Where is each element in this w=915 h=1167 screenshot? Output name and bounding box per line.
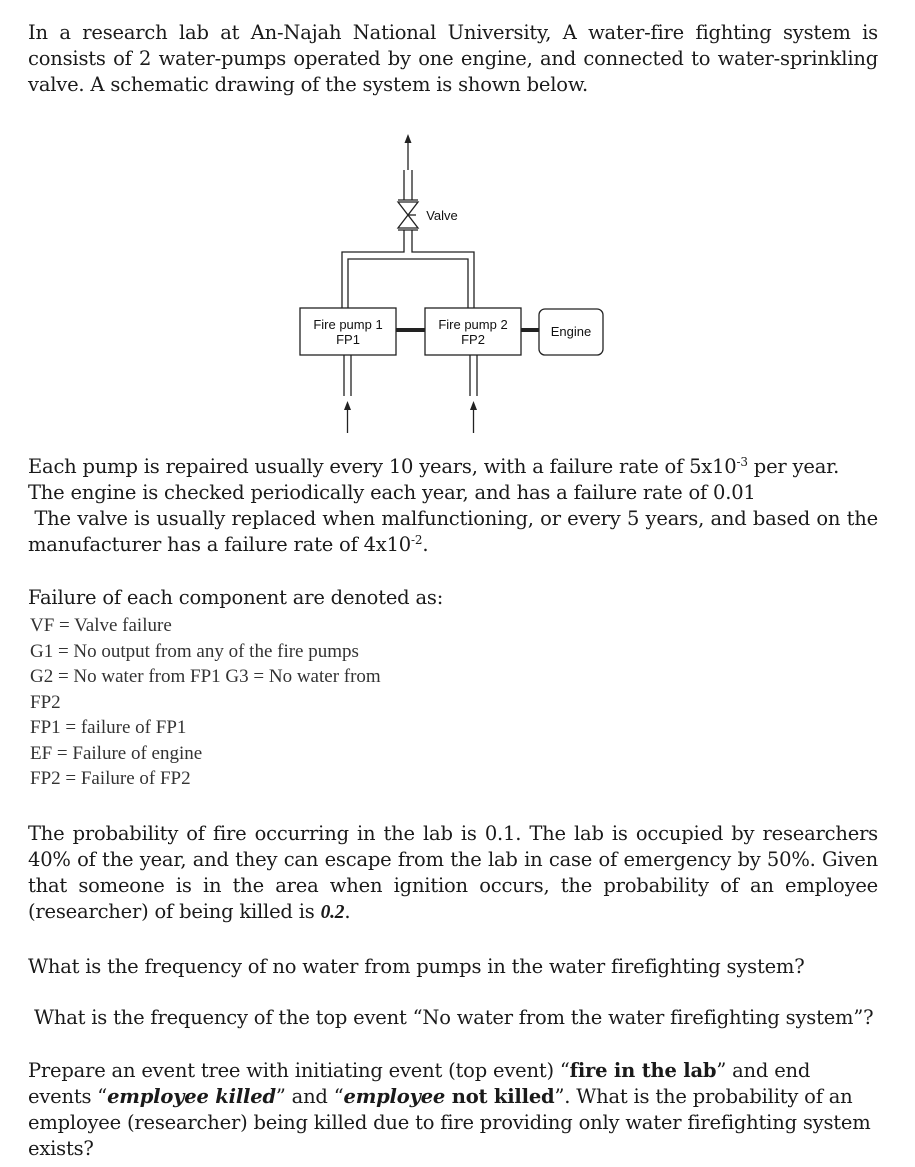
valve-label: Valve (426, 208, 458, 223)
inlet-arrow-1 (344, 401, 351, 410)
def-ef: EF = Failure of engine (30, 742, 203, 764)
kill-probability: 0.2 (320, 902, 345, 923)
end-event-killed: employee killed (107, 1085, 276, 1108)
end-event-employee: employee (343, 1085, 446, 1108)
pump1-label: Fire pump 1 (313, 317, 383, 332)
engine-label: Engine (550, 324, 592, 339)
definitions-list (30, 613, 880, 792)
pump-rate-exponent: -3 (736, 455, 748, 469)
engine-rate-line: The engine is checked periodically each year, and has a failure rate of 0.01 (28, 481, 756, 504)
end-event-not-killed: not killed (445, 1085, 555, 1108)
def-g3-cont: FP2 (30, 691, 61, 713)
pump2-label: Fire pump 2 (438, 317, 508, 332)
valve-rate-line: The valve is usually replaced when malfunctioning, or every 5 years, and based on the manufacturer has a failure rate of $4x10^{-2}$. (28, 507, 884, 556)
question-1: What is the frequency of no water from pumps in the water firefighting system? (28, 955, 805, 978)
question-3: Prepare an event tree with initiating event (top event) “fire in the lab” and end events “employee killed” and “employee not killed”. What is the probability of an employee (researcher) being killed due to fire providing only water firefighting system exists? (28, 1059, 871, 1160)
rates-section (28, 454, 884, 558)
fire-system-schematic (290, 128, 620, 440)
valve-rate-exponent: -2 (411, 533, 423, 547)
def-vf: VF = Valve failure (30, 615, 172, 636)
manifold-pipe (342, 242, 404, 308)
pump-rate-line: Each pump is repaired usually every 10 years, with a failure rate of $5x10^{-3}$ per year. (28, 455, 840, 478)
def-fp2: FP2 = Failure of FP2 (30, 768, 191, 789)
pump1-code: FP1 (336, 332, 360, 347)
def-g1: G1 = No output from any of the fire pumps (30, 640, 359, 662)
def-fp1: FP1 = failure of FP1 (30, 717, 187, 738)
initiating-event: fire in the lab (569, 1059, 717, 1082)
valve-symbol (398, 202, 418, 215)
pump2-code: FP2 (461, 332, 485, 347)
outlet-arrow (405, 134, 412, 143)
shaft-coupling-1 (396, 328, 425, 332)
def-g2-g3: G2 = No water from FP1 G3 = No water from (30, 666, 381, 687)
inlet-arrow-2 (470, 401, 477, 410)
question-2: What is the frequency of the top event “No water from the water firefighting system”? (28, 1006, 874, 1029)
intro-paragraph: In a research lab at An-Najah National University, A water-fire fighting system is consists of 2 water-pumps operated by one engine, and connected to water-sprinkling valve. A schematic drawing of the system is shown below. (28, 21, 878, 96)
scenario-paragraph: The probability of fire occurring in the lab is 0.1. The lab is occupied by researchers 40% of the year, and they can escape from the lab in case of emergency by 50%. Given that someone is in the area when ignition occurs, the probability of an employee (researcher) of being killed is 0.2. (28, 822, 878, 923)
definitions-heading: Failure of each component are denoted as: (28, 586, 444, 609)
shaft-coupling-2 (521, 328, 539, 332)
